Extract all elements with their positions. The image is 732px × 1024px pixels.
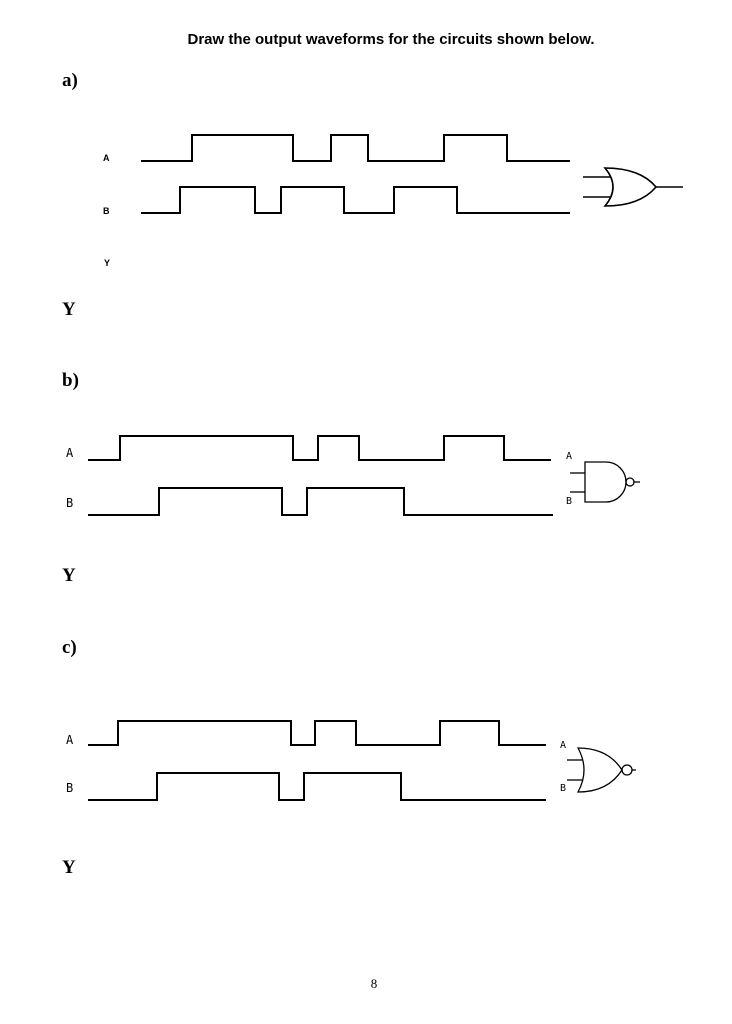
part-c-label: c) [62, 637, 77, 658]
part-c-y-answer-label: Y [62, 857, 76, 878]
nand-gate-icon [570, 462, 640, 502]
part-b-signal-b-label: B [66, 496, 74, 510]
part-c-waveform-a [88, 721, 546, 745]
part-c-waveform-b [88, 773, 546, 800]
page-title: Draw the output waveforms for the circuits shown below. [187, 31, 595, 48]
part-a-signal-a-label: A [103, 153, 110, 163]
or-gate-icon [583, 168, 683, 206]
part-a-signal-y-label: Y [104, 258, 111, 268]
part-b-waveform-b [88, 488, 553, 515]
part-a-signal-b-label: B [103, 206, 110, 216]
part-c-gate-pin-a-label: A [560, 740, 567, 751]
part-c-signal-a-label: A [66, 733, 74, 747]
part-b-label: b) [62, 370, 79, 391]
nor-gate-icon [567, 748, 636, 792]
part-a-waveform-b [141, 187, 570, 213]
part-a-label: a) [62, 70, 78, 91]
part-b-gate-pin-b-label: B [566, 496, 573, 507]
page-number: 8 [370, 976, 378, 991]
part-b-gate-pin-a-label: A [566, 451, 573, 462]
part-a-y-answer-label: Y [62, 299, 76, 320]
part-b-y-answer-label: Y [62, 565, 76, 586]
part-c-gate-pin-b-label: B [560, 783, 567, 794]
part-a-waveform-a [141, 135, 570, 161]
part-b-waveform-a [88, 436, 551, 460]
part-b-signal-a-label: A [66, 446, 74, 460]
part-c-signal-b-label: B [66, 781, 74, 795]
